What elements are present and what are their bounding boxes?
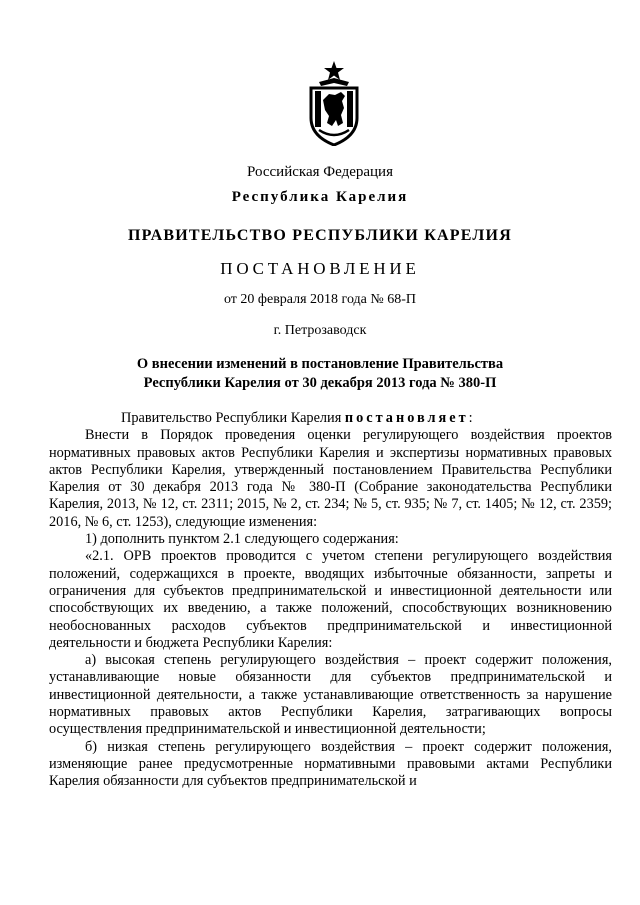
intro-suffix: : bbox=[468, 410, 473, 426]
document-type: ПОСТАНОВЛЕНИЕ bbox=[220, 259, 420, 278]
federation-line: Российская Федерация bbox=[247, 164, 393, 180]
government-heading: ПРАВИТЕЛЬСТВО РЕСПУБЛИКИ КАРЕЛИЯ bbox=[128, 227, 512, 244]
document-title bbox=[0, 355, 640, 393]
republic-line: Республика Карелия bbox=[231, 189, 409, 205]
document-title-line-1: О внесении изменений в постановление Правительства bbox=[136, 356, 504, 372]
date-line: от 20 февраля 2018 года № 68-П bbox=[223, 292, 417, 307]
paragraph-2-1: «2.1. ОРВ проектов проводится с учетом степени регулирующего воздействия положений, содержащихся в проекте, вводящих избыточные обязанности, запреты и ограничения для субъектов предпринимательской и инвестиционной деятельности или способствующих их введению, а также положений, способствующих возникновению необоснованных расходов субъектов предпринимательской и инвестиционной деятельности и бюджета Республики Карелия: bbox=[49, 548, 612, 651]
paragraph-item-1: 1) дополнить пунктом 2.1 следующего содержания: bbox=[85, 531, 399, 548]
city-line: г. Петрозаводск bbox=[273, 323, 367, 338]
paragraph-b: б) низкая степень регулирующего воздействия – проект содержит положения, изменяющие ранее предусмотренные нормативными правовыми актами Республики Карелия обязанности для субъектов предпринимательской и bbox=[49, 738, 612, 790]
intro-prefix: Правительство Республики Карелия bbox=[121, 410, 342, 426]
intro-emphasis: постановляет bbox=[344, 410, 469, 426]
intro-paragraph bbox=[85, 410, 612, 427]
karelia-coat-of-arms-icon bbox=[305, 60, 363, 146]
paragraph-a: а) высокая степень регулирующего воздействия – проект содержит положения, устанавливающие новые обязанности для субъектов предпринимательской и инвестиционной деятельности, а также устанавливающие ответственность за нарушение нормативных правовых актов Республики Карелия, затрагивающих вопросы осуществления предпринимательской и инвестиционной деятельности; bbox=[49, 652, 612, 738]
document-body bbox=[49, 410, 612, 791]
paragraph-amendments: Внести в Порядок проведения оценки регулирующего воздействия проектов нормативных правовых актов Республики Карелия и экспертизы нормативных правовых актов Республики Карелия, утвержденный постановлением Правительства Республики Карелия от 30 декабря 2013 года № 380-П (Собрание законодательства Республики Карелия, 2013, № 12, ст. 2311; 2015, № 2, ст. 234; № 5, ст. 935; № 7, ст. 1405; № 12, ст. 2359; 2016, № 6, ст. 1253), следующие изменения: bbox=[49, 427, 612, 530]
document-title-line-2: Республики Карелия от 30 декабря 2013 года № 380-П bbox=[143, 375, 497, 391]
